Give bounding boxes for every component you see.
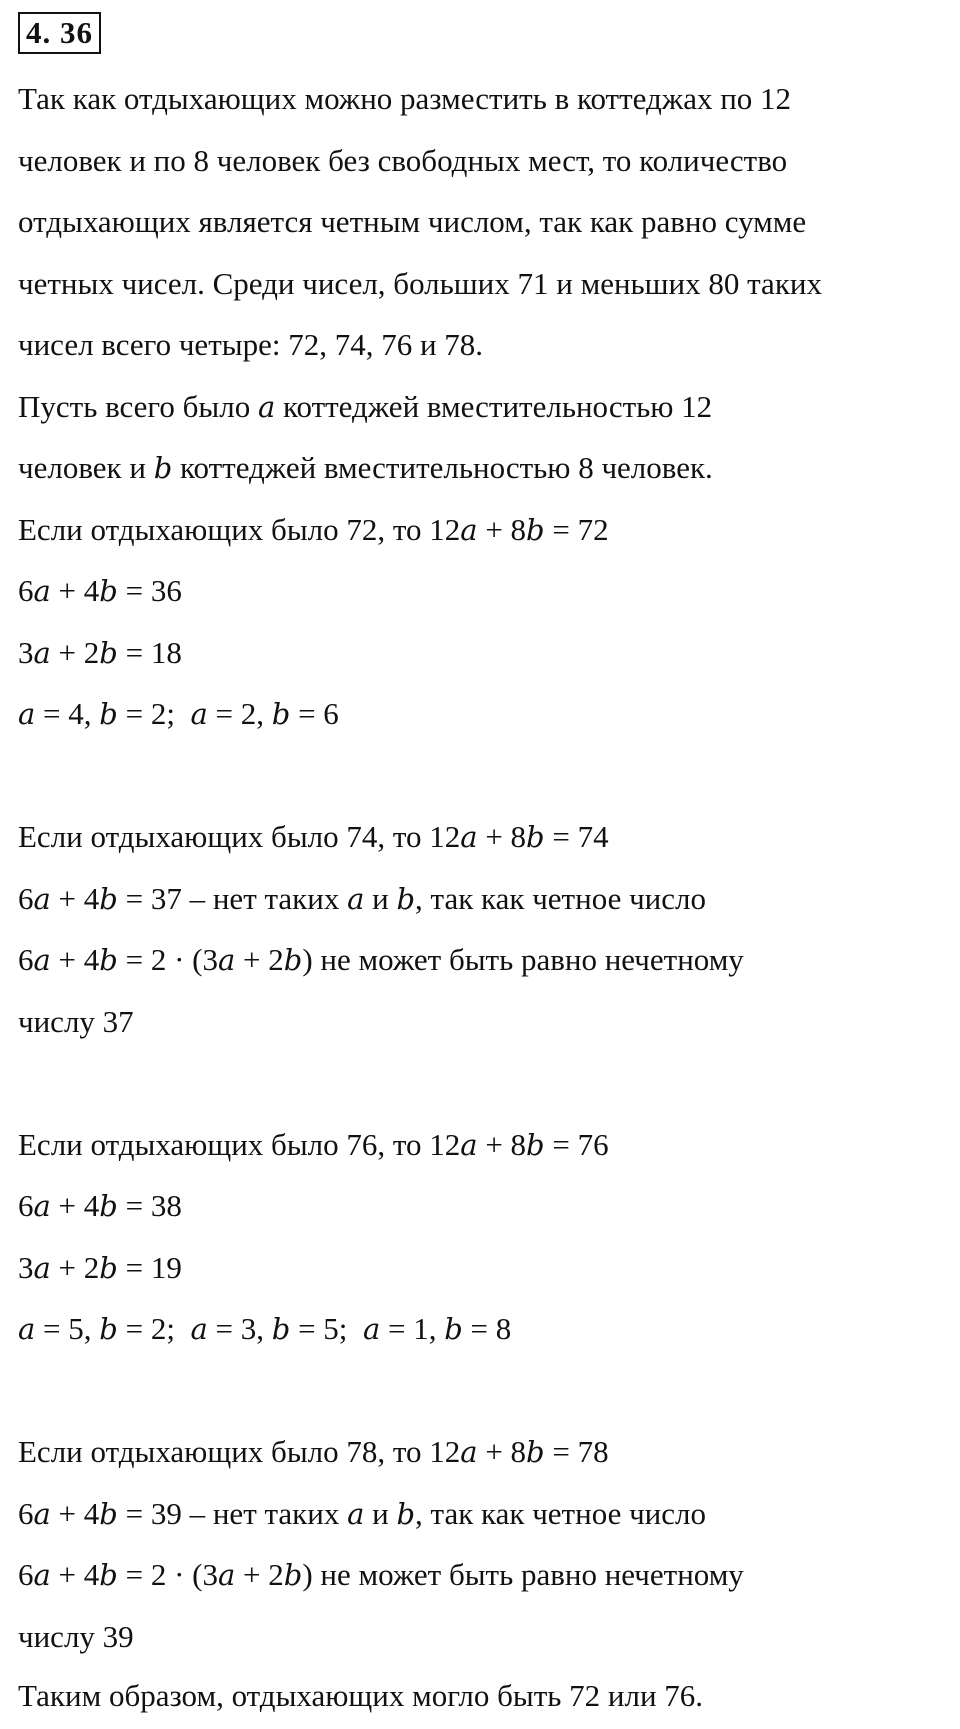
solution-line <box>18 130 948 192</box>
math-variable: b <box>526 820 545 854</box>
solution-line <box>18 1175 948 1237</box>
text-run: ) не может быть равно нечетному <box>302 1557 744 1592</box>
math-variable: a <box>33 1189 51 1223</box>
solution-line <box>18 68 948 130</box>
text-run: 6 <box>18 880 34 916</box>
text-run: отдыхающих является четным числом, так как равно сумме <box>18 204 807 239</box>
math-variable: a <box>347 1496 365 1531</box>
math-variable: b <box>99 1189 118 1223</box>
problem-number: 4. 36 <box>18 12 101 54</box>
text-run: 6 <box>18 1495 34 1531</box>
math-variable: a <box>33 574 51 608</box>
text-run: = 74 <box>544 819 609 854</box>
text-run: + 2 <box>235 942 284 977</box>
solution-text <box>18 68 948 1727</box>
math-variable: a <box>33 943 51 977</box>
text-run: 6 <box>18 573 34 608</box>
text-run: = 36 <box>117 573 182 608</box>
solution-line <box>18 868 948 930</box>
math-variable: a <box>190 1312 208 1346</box>
math-variable: b <box>526 512 545 547</box>
text-run: + 2 <box>50 1249 100 1285</box>
text-run: + 4 <box>50 942 100 977</box>
text-run: ) не может быть равно нечетному <box>302 942 744 977</box>
solution-line <box>18 622 948 684</box>
text-run: , так как четное число <box>415 880 706 916</box>
math-variable: a <box>33 1250 51 1285</box>
math-variable: a <box>33 1558 51 1592</box>
math-variable: b <box>99 635 118 670</box>
text-run: Если отдыхающих было 76, то 12 <box>18 1126 461 1162</box>
math-variable: a <box>218 1558 236 1592</box>
blank-line <box>18 745 948 807</box>
solution-line <box>18 1483 948 1545</box>
solution-line <box>18 806 948 868</box>
solution-line <box>18 499 948 561</box>
text-run: 6 <box>18 1188 34 1223</box>
text-run: = 76 <box>544 1126 609 1162</box>
text-run: 3 <box>18 634 34 670</box>
text-run: + 8 <box>477 1434 527 1469</box>
text-run: и <box>364 1495 397 1531</box>
text-run: + 4 <box>50 1495 100 1531</box>
solution-line <box>18 376 948 438</box>
solution-line <box>18 1544 948 1606</box>
solution-line <box>18 1421 948 1483</box>
text-run: = 72 <box>544 511 609 547</box>
math-variable: b <box>99 881 118 916</box>
text-run: + 2 <box>235 1557 284 1592</box>
math-variable: b <box>99 697 118 731</box>
text-run: = 19 <box>117 1249 182 1285</box>
math-variable: a <box>347 881 365 916</box>
math-variable: a <box>362 1312 381 1346</box>
text-run: Таким образом, отдыхающих могло быть 72 или 76. <box>18 1678 704 1713</box>
text-run: Если отдыхающих было 74, то 12 <box>18 819 461 854</box>
text-run: = 2 · (3 <box>117 1557 218 1592</box>
text-run: 3 <box>18 1249 34 1285</box>
text-run: = 2, <box>207 696 272 731</box>
math-variable: b <box>99 574 118 608</box>
blank-line <box>18 1052 948 1114</box>
text-run: чисел всего четыре: 72, 74, 76 и 78. <box>18 327 484 362</box>
solution-line <box>18 1298 948 1360</box>
text-run: + 8 <box>477 1126 527 1162</box>
text-run: + 4 <box>50 880 100 916</box>
math-variable: a <box>18 1312 36 1346</box>
math-variable: b <box>444 1312 463 1346</box>
text-run: = 4, <box>35 696 100 731</box>
text-run: = 38 <box>117 1188 182 1223</box>
text-run: числу 37 <box>18 1003 134 1039</box>
text-run: 6 <box>18 1557 34 1592</box>
math-variable: b <box>396 1496 416 1531</box>
text-run: + 8 <box>477 819 527 854</box>
solution-line <box>18 1237 948 1299</box>
math-variable: b <box>153 451 173 485</box>
math-variable: a <box>460 1435 478 1469</box>
math-variable: b <box>99 943 118 977</box>
math-variable: b <box>283 1558 303 1592</box>
math-variable: b <box>99 1496 118 1531</box>
text-run: = 37 – нет таких <box>117 880 348 916</box>
solution-line <box>18 683 948 745</box>
math-variable: b <box>526 1127 545 1162</box>
blank-line <box>18 1360 948 1422</box>
text-run: + 4 <box>50 573 100 608</box>
text-run: коттеджей вместительностью 8 человек. <box>172 450 713 485</box>
solution-line <box>18 991 948 1053</box>
text-run: + 2 <box>50 634 100 670</box>
solution-line <box>18 314 948 376</box>
text-run: = 39 – нет таких <box>117 1495 348 1531</box>
math-variable: a <box>218 943 236 977</box>
text-run: коттеджей вместительностью 12 <box>275 388 713 424</box>
solution-line <box>18 253 948 315</box>
math-variable: a <box>460 1127 478 1162</box>
math-variable: a <box>33 635 51 670</box>
text-run: Пусть всего было <box>18 388 258 424</box>
text-run: четных чисел. Среди чисел, больших 71 и меньших 80 таких <box>18 265 822 301</box>
text-run: Если отдыхающих было 78, то 12 <box>18 1434 461 1469</box>
text-run: + 4 <box>50 1557 100 1592</box>
text-run: + 4 <box>50 1188 100 1223</box>
text-run: + 8 <box>477 511 527 547</box>
text-run: = 3, <box>207 1311 272 1346</box>
math-variable: a <box>190 697 208 731</box>
math-variable: b <box>396 881 416 916</box>
math-variable: b <box>271 1312 291 1346</box>
text-run: = 2; <box>117 1311 191 1346</box>
text-run: 6 <box>18 942 34 977</box>
solution-line <box>18 437 948 499</box>
text-run: = 8 <box>462 1311 512 1346</box>
text-run: = 2 · (3 <box>117 942 218 977</box>
text-run: Если отдыхающих было 72, то 12 <box>18 511 461 547</box>
text-run: = 6 <box>290 696 339 731</box>
text-run: = 78 <box>544 1434 609 1469</box>
text-run: человек и <box>18 450 154 485</box>
solution-line <box>18 191 948 253</box>
text-run: , так как четное число <box>415 1495 706 1531</box>
solution-line <box>18 1665 948 1727</box>
text-run: числу 39 <box>18 1618 134 1654</box>
text-run: = 18 <box>117 634 182 670</box>
solution-line <box>18 1114 948 1176</box>
math-variable: b <box>99 1312 118 1346</box>
math-variable: a <box>460 820 478 854</box>
math-variable: b <box>99 1250 118 1285</box>
solution-line <box>18 1606 948 1668</box>
text-run: = 5, <box>35 1311 100 1346</box>
math-variable: a <box>33 881 51 916</box>
solution-line <box>18 560 948 622</box>
math-variable: b <box>271 697 291 731</box>
math-variable: a <box>33 1496 51 1531</box>
math-variable: b <box>99 1558 118 1592</box>
text-run: = 1, <box>380 1311 445 1346</box>
math-variable: b <box>283 943 303 977</box>
text-run: и <box>364 880 397 916</box>
math-variable: a <box>460 512 478 547</box>
text-run: = 2; <box>117 696 191 731</box>
text-run: Так как отдыхающих можно разместить в коттеджах по 12 <box>18 81 792 116</box>
math-variable: a <box>18 697 36 731</box>
text-run: человек и по 8 человек без свободных мест, то количество <box>18 142 788 178</box>
math-variable: a <box>257 389 276 424</box>
math-variable: b <box>526 1435 545 1469</box>
solution-line <box>18 929 948 991</box>
text-run: = 5; <box>290 1311 363 1346</box>
